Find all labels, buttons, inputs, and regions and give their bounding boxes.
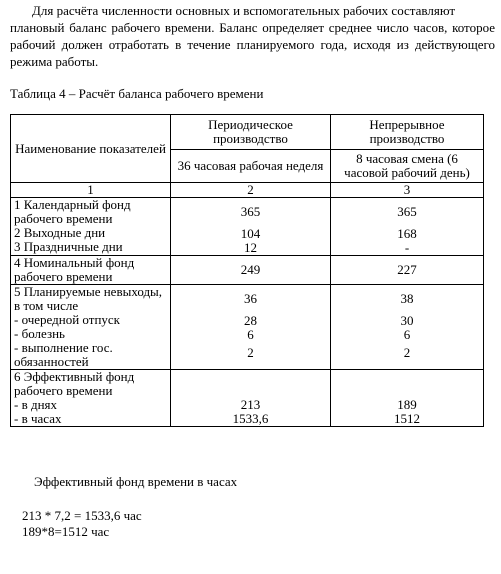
row5-sub2-value-col2: 6	[247, 327, 254, 342]
header-col3-sub: 8 часовая смена (6 часовой рабочий день)	[331, 150, 484, 183]
row5-values-col2	[171, 285, 331, 370]
row1-name: 1 Календарный фонд рабочего времени	[14, 197, 131, 226]
col-number-2: 2	[171, 183, 331, 198]
row5-sub2-value-col3: 6	[403, 327, 411, 342]
footer-calc-2: 189*8=1512 час	[22, 524, 110, 539]
header-col3-title: Непрерывное производство	[331, 115, 484, 150]
intro-paragraph	[10, 2, 495, 70]
row5-sub2-name: - болезнь	[14, 326, 65, 341]
footer-calc-1: 213 * 7,2 = 1533,6 час	[22, 508, 142, 523]
row6-sub1-name: - в днях	[14, 397, 58, 412]
row4-value-col2: 249	[171, 256, 331, 285]
row6-sub1-value-col3: 189	[397, 397, 417, 412]
row5-sub3-value-col3: 2	[403, 345, 411, 360]
row5-values-col3	[331, 285, 484, 370]
row5-value-col3: 38	[400, 291, 414, 306]
table-row	[11, 256, 484, 285]
column-numbers-row	[11, 183, 484, 198]
table-header-row	[11, 115, 484, 150]
row5-sub3-name: - выполнение гос. обязанностей	[14, 340, 113, 369]
intro-line-1: Для расчёта численности основных и вспомогательных рабочих составляют	[32, 3, 456, 18]
work-time-balance-table	[10, 114, 484, 427]
table-row	[11, 285, 484, 370]
row3-value-col3: -	[404, 240, 410, 255]
header-col2-sub: 36 часовая рабочая неделя	[171, 150, 331, 183]
row6-sub1-value-col2: 213	[240, 397, 261, 412]
row4-name: 4 Номинальный фонд рабочего времени	[11, 256, 171, 285]
row6-values-col3	[331, 370, 484, 427]
row2-name: 2 Выходные дни	[14, 225, 106, 240]
row5-sub1-value-col2: 28	[244, 313, 257, 328]
table-row	[11, 198, 484, 256]
row3-name: 3 Праздничные дни	[14, 239, 123, 254]
row1-value-col3: 365	[397, 204, 417, 219]
row6-sub2-value-col2: 1533,6	[232, 411, 269, 426]
row5-sub1-value-col3: 30	[400, 313, 414, 328]
row5-name: 5 Планируемые невыходы, в том числе	[14, 284, 163, 313]
row2-value-col3: 168	[397, 226, 417, 241]
footer-calculations	[22, 508, 142, 540]
col-number-3: 3	[331, 183, 484, 198]
row5-sub3-value-col2: 2	[247, 345, 254, 360]
row6-name: 6 Эффективный фонд рабочего времени	[14, 369, 135, 398]
row3-value-col2: 12	[244, 240, 257, 255]
row-values-col3	[331, 198, 484, 256]
row5-names	[11, 285, 171, 370]
table-row	[11, 370, 484, 427]
footer-title: Эффективный фонд времени в часах	[34, 474, 238, 489]
header-col2-title: Периодическое производство	[171, 115, 331, 150]
row6-sub2-name: - в часах	[14, 411, 62, 426]
row1-value-col2: 365	[240, 204, 261, 219]
row5-sub1-name: - очередной отпуск	[14, 312, 120, 327]
row5-value-col2: 36	[244, 291, 257, 306]
row-values-col2	[171, 198, 331, 256]
table-caption: Таблица 4 – Расчёт баланса рабочего времени	[10, 86, 264, 101]
col-number-1: 1	[11, 183, 171, 198]
row4-value-col3: 227	[331, 256, 484, 285]
row2-value-col2: 104	[240, 226, 261, 241]
row6-sub2-value-col3: 1512	[394, 411, 420, 426]
row6-values-col2	[171, 370, 331, 427]
row6-names	[11, 370, 171, 427]
header-name-col: Наименование показателей	[11, 115, 171, 183]
intro-line-rest: плановый баланс рабочего времени. Баланс определяет среднее число часов, которое рабочий должен отработать в течение планируемого года, исходя из действующего режима работы.	[10, 20, 495, 69]
row-name	[11, 198, 171, 256]
